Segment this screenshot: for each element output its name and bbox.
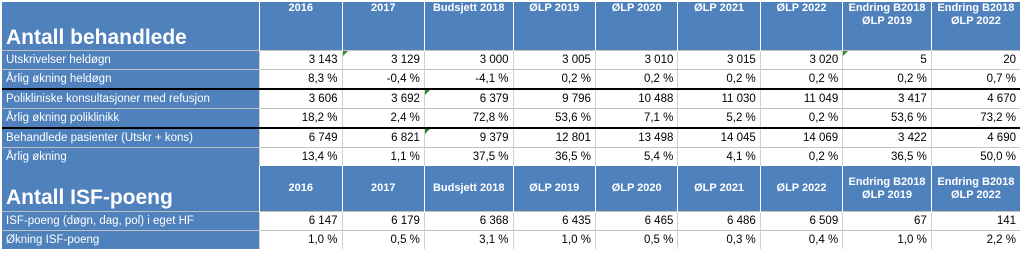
- column-header[interactable]: 2016: [260, 166, 342, 212]
- table-cell[interactable]: 6 509: [760, 212, 842, 231]
- table-cell[interactable]: 18,2 %: [260, 109, 342, 129]
- table-cell[interactable]: 36,5 %: [513, 148, 595, 167]
- row-label[interactable]: Årlig økning: [2, 148, 260, 167]
- table-cell[interactable]: 0,2 %: [513, 70, 595, 90]
- row-label[interactable]: Økning ISF-poeng: [2, 231, 260, 250]
- column-header[interactable]: Endring B2018 ØLP 2019: [843, 166, 932, 212]
- table-cell[interactable]: 3 010: [595, 51, 677, 70]
- row-label[interactable]: ISF-poeng (døgn, dag, pol) i eget HF: [2, 212, 260, 231]
- column-header[interactable]: ØLP 2020: [595, 2, 677, 51]
- table-cell[interactable]: 14 045: [678, 128, 760, 148]
- table-cell[interactable]: 6 435: [513, 212, 595, 231]
- table-cell[interactable]: 5,4 %: [595, 148, 677, 167]
- table-row: [2, 89, 1020, 109]
- column-header[interactable]: 2016: [260, 2, 342, 51]
- table-cell[interactable]: 37,5 %: [424, 148, 513, 167]
- column-header[interactable]: ØLP 2019: [513, 166, 595, 212]
- table-cell[interactable]: 3 015: [678, 51, 760, 70]
- table-cell[interactable]: 2,2 %: [931, 231, 1020, 250]
- table-row: [2, 70, 1020, 90]
- table-cell[interactable]: 8,3 %: [260, 70, 342, 90]
- table-cell[interactable]: 72,8 %: [424, 109, 513, 129]
- table-cell[interactable]: 6 147: [260, 212, 342, 231]
- table-cell[interactable]: 3 020: [760, 51, 842, 70]
- table-cell[interactable]: 3 000: [424, 51, 513, 70]
- table-cell[interactable]: 0,2 %: [595, 70, 677, 90]
- table-cell[interactable]: 141: [931, 212, 1020, 231]
- table-cell[interactable]: 6 486: [678, 212, 760, 231]
- column-header[interactable]: 2017: [342, 166, 424, 212]
- table-cell[interactable]: 0,2 %: [760, 70, 842, 90]
- table-cell[interactable]: 10 488: [595, 89, 677, 109]
- table-cell[interactable]: 0,5 %: [342, 231, 424, 250]
- table-cell[interactable]: 7,1 %: [595, 109, 677, 129]
- table-row: [2, 109, 1020, 129]
- table-cell[interactable]: 0,2 %: [760, 148, 842, 167]
- table-cell[interactable]: 14 069: [760, 128, 842, 148]
- table-cell[interactable]: 0,3 %: [678, 231, 760, 250]
- column-header[interactable]: 2017: [342, 2, 424, 51]
- table-cell[interactable]: 2,4 %: [342, 109, 424, 129]
- table-cell[interactable]: 6 368: [424, 212, 513, 231]
- table-row: [2, 212, 1020, 231]
- table-cell[interactable]: 3 005: [513, 51, 595, 70]
- table-cell[interactable]: 0,2 %: [843, 70, 932, 90]
- table-cell[interactable]: 11 049: [760, 89, 842, 109]
- row-label[interactable]: Årlig økning heldøgn: [2, 70, 260, 90]
- column-header[interactable]: Endring B2018 ØLP 2022: [931, 2, 1020, 51]
- table-row: [2, 51, 1020, 70]
- section2-header-row: [2, 166, 1020, 212]
- table-cell[interactable]: 6 821: [342, 128, 424, 148]
- table-cell[interactable]: 6 379: [424, 89, 513, 109]
- table-cell[interactable]: 3 422: [843, 128, 932, 148]
- table-cell[interactable]: 0,5 %: [595, 231, 677, 250]
- table-cell[interactable]: 1,0 %: [843, 231, 932, 250]
- row-label[interactable]: Utskrivelser heldøgn: [2, 51, 260, 70]
- table-cell[interactable]: 1,0 %: [260, 231, 342, 250]
- table-cell[interactable]: 12 801: [513, 128, 595, 148]
- table-cell[interactable]: 1,0 %: [513, 231, 595, 250]
- table-cell[interactable]: 9 796: [513, 89, 595, 109]
- column-header[interactable]: ØLP 2020: [595, 166, 677, 212]
- table-cell[interactable]: 0,2 %: [760, 109, 842, 129]
- table-cell[interactable]: 9 379: [424, 128, 513, 148]
- table-cell[interactable]: 4 670: [931, 89, 1020, 109]
- section1-header-row: [2, 2, 1020, 51]
- table-cell[interactable]: 4 690: [931, 128, 1020, 148]
- table-cell[interactable]: 5: [843, 51, 932, 70]
- column-header[interactable]: ØLP 2019: [513, 2, 595, 51]
- table-cell[interactable]: -4,1 %: [424, 70, 513, 90]
- table-cell[interactable]: 53,6 %: [843, 109, 932, 129]
- table-cell[interactable]: -0,4 %: [342, 70, 424, 90]
- section2-title[interactable]: Antall ISF-poeng: [2, 166, 260, 212]
- table-cell[interactable]: 6 179: [342, 212, 424, 231]
- table-cell[interactable]: 3 417: [843, 89, 932, 109]
- table-cell[interactable]: 3 692: [342, 89, 424, 109]
- table-cell[interactable]: 67: [843, 212, 932, 231]
- table-cell[interactable]: 0,7 %: [931, 70, 1020, 90]
- table-cell[interactable]: 0,4 %: [760, 231, 842, 250]
- table-cell[interactable]: 0,2 %: [678, 70, 760, 90]
- table-cell[interactable]: 5,2 %: [678, 109, 760, 129]
- table-cell[interactable]: 73,2 %: [931, 109, 1020, 129]
- column-header[interactable]: Endring B2018 ØLP 2019: [843, 2, 932, 51]
- table-cell[interactable]: 36,5 %: [843, 148, 932, 167]
- column-header[interactable]: ØLP 2021: [678, 2, 760, 51]
- column-header[interactable]: Budsjett 2018: [424, 166, 513, 212]
- table-cell[interactable]: 3 143: [260, 51, 342, 70]
- table-row: [2, 148, 1020, 167]
- row-label[interactable]: Årlig økning poliklinikk: [2, 109, 260, 129]
- column-header[interactable]: Budsjett 2018: [424, 2, 513, 51]
- table-cell[interactable]: 20: [931, 51, 1020, 70]
- table-row: [2, 128, 1020, 148]
- table-cell[interactable]: 3,1 %: [424, 231, 513, 250]
- row-label[interactable]: Behandlede pasienter (Utskr + kons): [2, 128, 260, 148]
- column-header[interactable]: ØLP 2022: [760, 166, 842, 212]
- data-table: [2, 2, 1020, 249]
- table-cell[interactable]: 3 606: [260, 89, 342, 109]
- table-cell[interactable]: 1,1 %: [342, 148, 424, 167]
- table-row: [2, 231, 1020, 250]
- table-cell[interactable]: 6 749: [260, 128, 342, 148]
- table-cell[interactable]: 11 030: [678, 89, 760, 109]
- section1-title[interactable]: Antall behandlede: [2, 2, 260, 51]
- column-header[interactable]: ØLP 2021: [678, 166, 760, 212]
- row-label[interactable]: Polikliniske konsultasjoner med refusjon: [2, 89, 260, 109]
- table-cell[interactable]: 4,1 %: [678, 148, 760, 167]
- table-cell[interactable]: 6 465: [595, 212, 677, 231]
- column-header[interactable]: ØLP 2022: [760, 2, 842, 51]
- table-cell[interactable]: 53,6 %: [513, 109, 595, 129]
- table-cell[interactable]: 50,0 %: [931, 148, 1020, 167]
- column-header[interactable]: Endring B2018 ØLP 2022: [931, 166, 1020, 212]
- table-cell[interactable]: 13,4 %: [260, 148, 342, 167]
- table-cell[interactable]: 13 498: [595, 128, 677, 148]
- table-cell[interactable]: 3 129: [342, 51, 424, 70]
